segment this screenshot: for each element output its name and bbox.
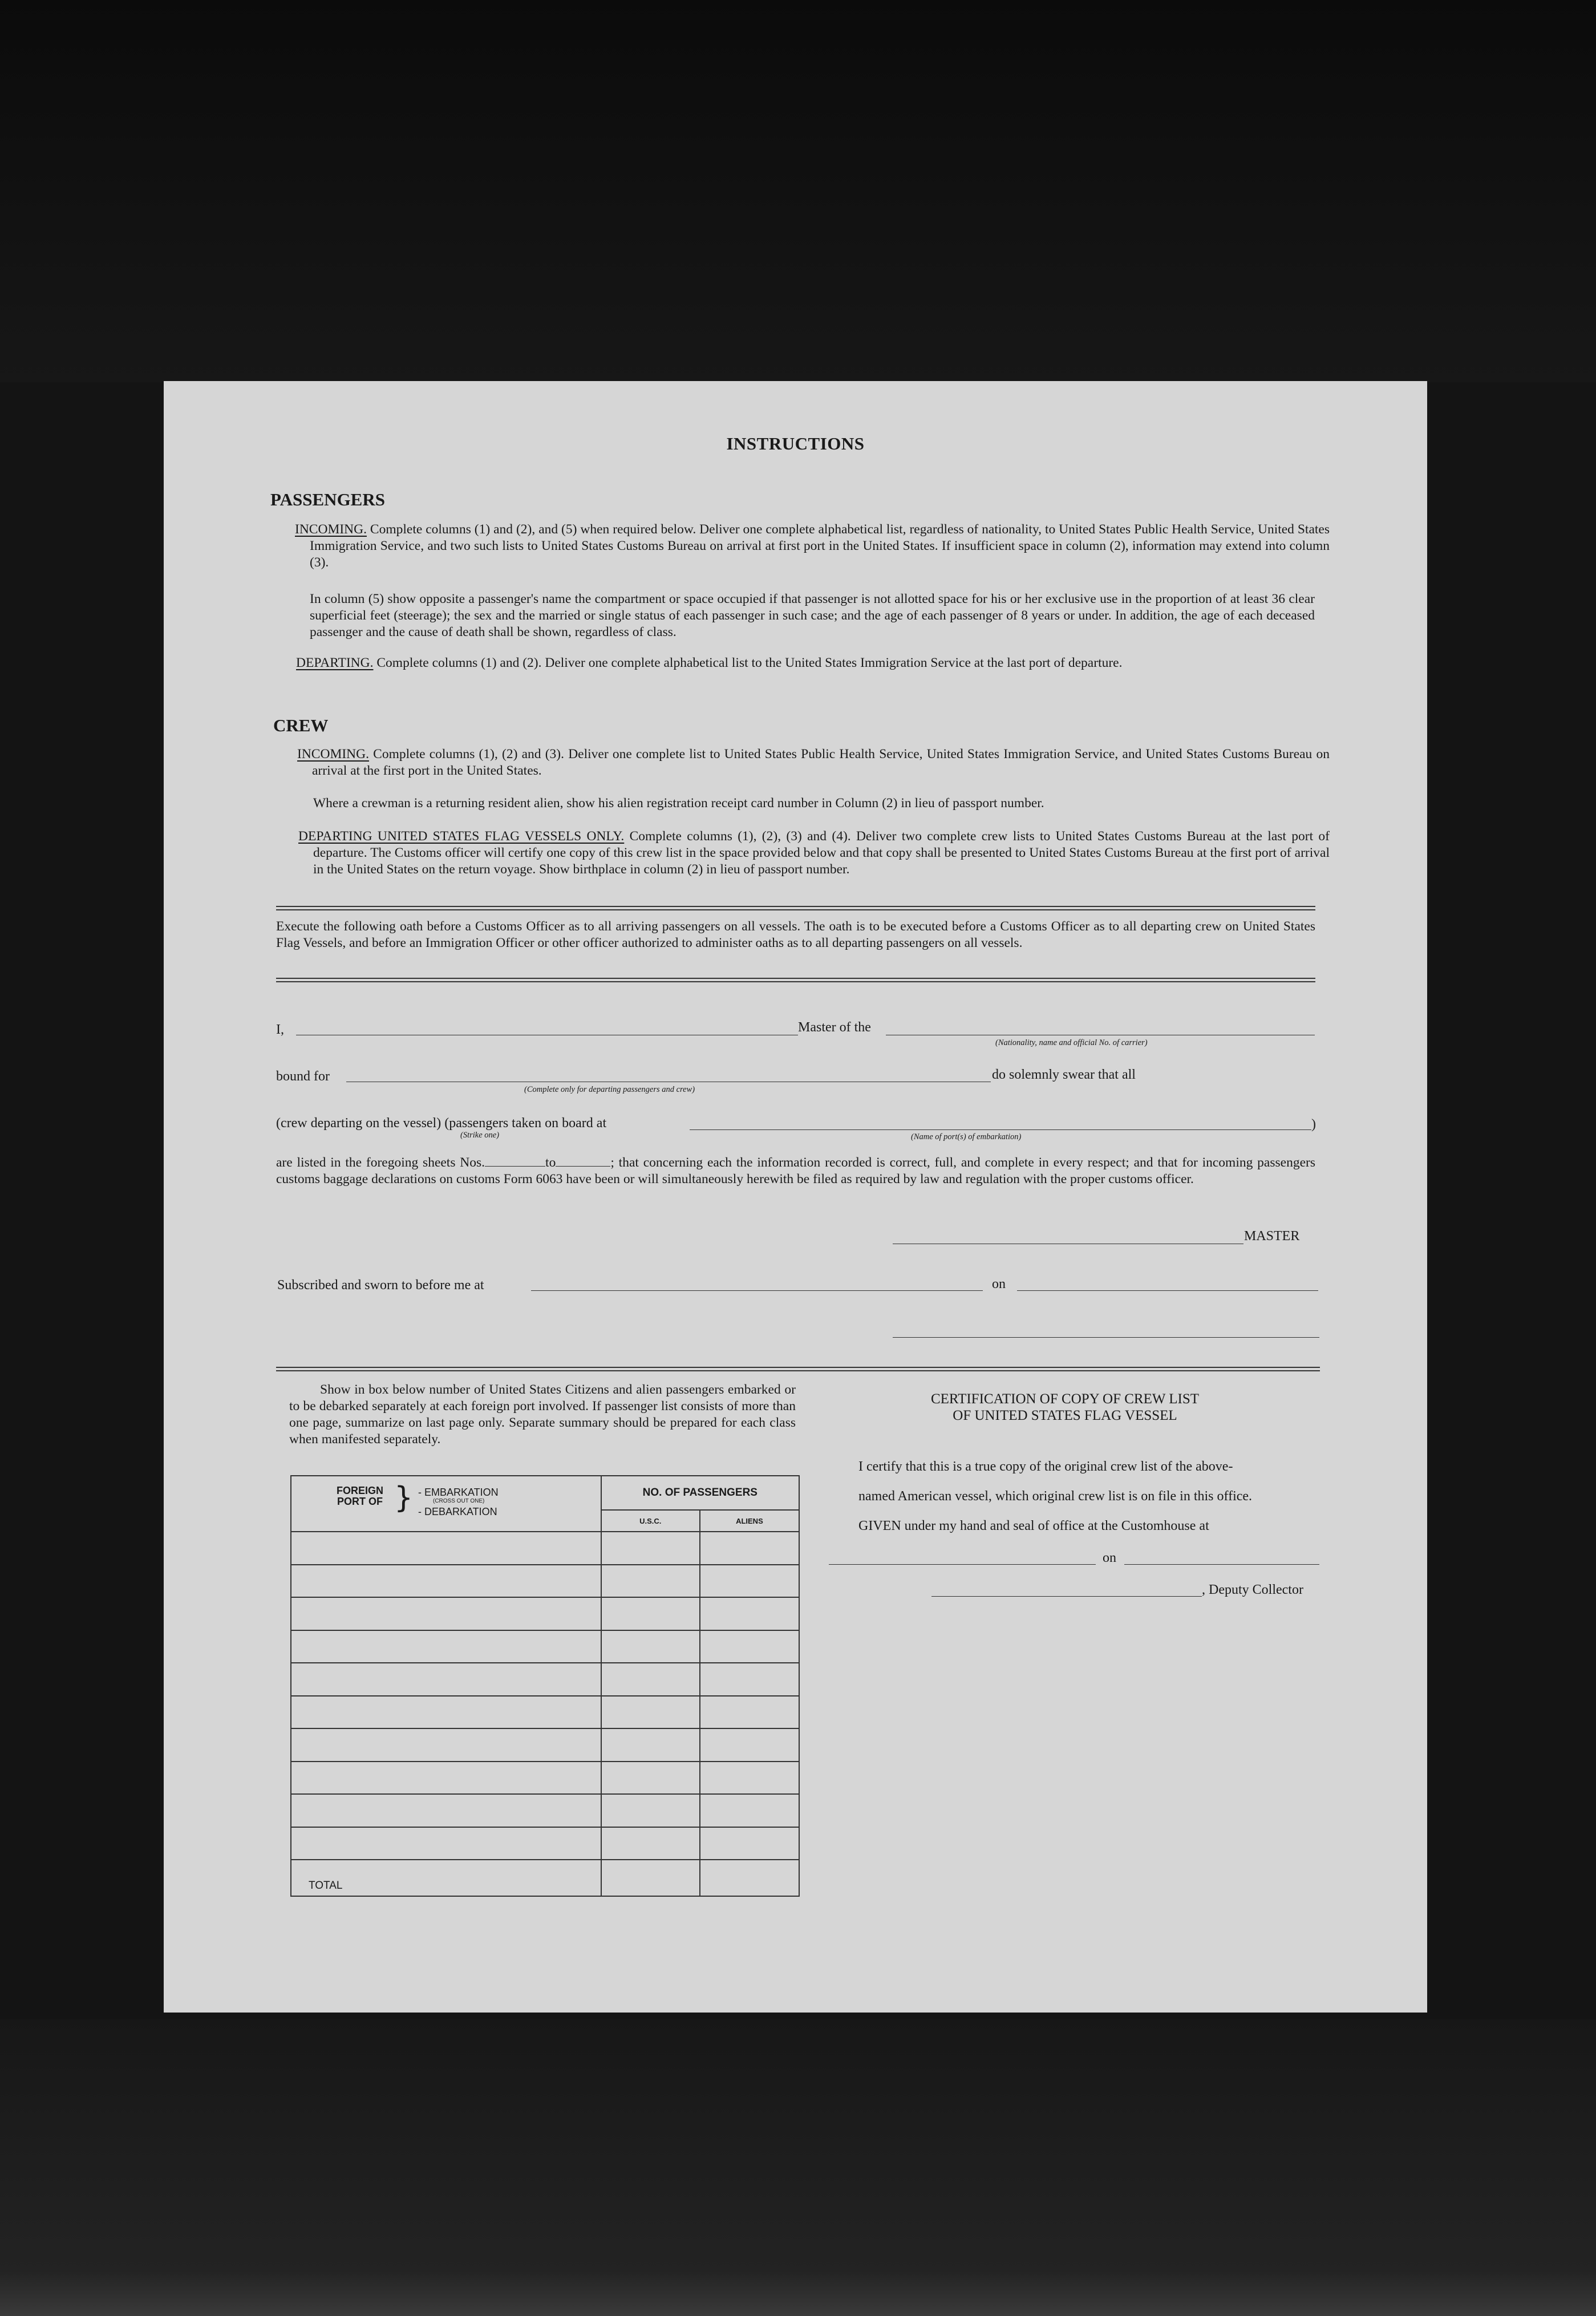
usc-cell[interactable]	[601, 1762, 700, 1795]
usc-cell[interactable]	[601, 1532, 700, 1565]
total-row	[291, 1860, 799, 1896]
passengers-column5-para: In column (5) show opposite a passenger's name the compartment or space occupied if that passenger is not allotted space for his or her exclusive use in the proportion of at least 36 clear superficial feet (steerage); the sex and the married or single status of each passenger in such case; and the age of each passenger of 8 years or under. In addition, the age of each deceased passenger and the cause of death shall be shown, regardless of class.	[310, 592, 1315, 639]
passengers-heading: PASSENGERS	[270, 489, 385, 509]
passengers-incoming-para	[295, 521, 1330, 571]
crew-departing-label: DEPARTING UNITED STATES FLAG VESSELS ONLY.	[298, 829, 625, 844]
crew-incoming-label: INCOMING.	[297, 747, 369, 762]
oath-intro-para: Execute the following oath before a Customs Officer as to all arriving passengers on all vessels. The oath is to be executed before a Customs Officer as to all departing crew on United States Flag Vessels, and before an Immigration Officer or other officer authorized to administer oaths as to all departing passengers on all vessels.	[276, 919, 1315, 950]
ports-caption: (Name of port(s) of embarkation)	[911, 1132, 1022, 1141]
table-row	[291, 1728, 799, 1762]
crew-incoming-text: Complete columns (1), (2) and (3). Deliver one complete list to United States Public Health Service, United States Immigration Service, and United States Customs Bureau on arrival at the first port in the United States.	[312, 747, 1330, 778]
film-bottom-margin	[0, 2019, 1596, 2316]
sheet-from-line[interactable]	[485, 1166, 545, 1167]
port-cell[interactable]	[291, 1827, 601, 1860]
crew-alien-para: Where a crewman is a returning resident alien, show his alien registration receipt card number in Column (2) in lieu of passport number.	[313, 796, 1044, 811]
passengers-incoming-text: Complete columns (1) and (2), and (5) when required below. Deliver one complete alphabetical list, regardless of nationality, to United States Public Health Service, United States Immigration Service, and two such lists to United States Customs Bureau on arrival at first port in the United States. If insufficient space in column (2), information may extend into column (3).	[310, 522, 1330, 570]
crew-departing-text: Complete columns (1), (2), (3) and (4). Deliver two complete crew lists to United States Customs Bureau at the last port of departure. The Customs officer will certify one copy of this crew list in the space provided below and that copy shall be presented to United States Customs Bureau at the first port of arrival in the United States on the return voyage. Show birthplace in column (2) in lieu of passport number.	[313, 829, 1330, 877]
oath-to-text: to	[545, 1155, 556, 1170]
oath-crew-passengers-text: (crew departing on the vessel) (passengers taken on board at	[276, 1116, 607, 1131]
certification-title-line2: OF UNITED STATES FLAG VESSEL	[953, 1408, 1177, 1423]
aliens-cell[interactable]	[700, 1532, 799, 1565]
port-cell[interactable]	[291, 1630, 601, 1663]
table-row	[291, 1630, 799, 1663]
oath-listed-start: are listed in the foregoing sheets Nos.	[276, 1155, 485, 1170]
embarkation-label: - EMBARKATION	[418, 1487, 499, 1498]
port-cell[interactable]	[291, 1762, 601, 1795]
port-cell[interactable]	[291, 1696, 601, 1729]
section-rule-2	[276, 1370, 1320, 1371]
passengers-departing-label: DEPARTING.	[296, 655, 374, 670]
debarkation-label: - DEBARKATION	[418, 1506, 497, 1517]
table-row	[291, 1827, 799, 1860]
nationality-caption: (Nationality, name and official No. of carrier)	[995, 1038, 1148, 1047]
oath-master-of-label: Master of the	[798, 1020, 871, 1035]
port-cell[interactable]	[291, 1794, 601, 1827]
table-row	[291, 1762, 799, 1795]
deputy-signature-line[interactable]	[931, 1596, 1202, 1597]
aliens-cell[interactable]	[700, 1630, 799, 1663]
port-cell[interactable]	[291, 1663, 601, 1696]
sworn-place-line[interactable]	[531, 1290, 983, 1291]
aliens-cell[interactable]	[700, 1827, 799, 1860]
crew-heading: CREW	[273, 715, 329, 735]
aliens-cell[interactable]	[700, 1762, 799, 1795]
usc-cell[interactable]	[601, 1696, 700, 1729]
passengers-incoming-label: INCOMING.	[295, 522, 367, 537]
foreign-port-label: FOREIGN PORT OF	[336, 1485, 383, 1507]
aliens-cell[interactable]	[700, 1794, 799, 1827]
cross-out-label: (CROSS OUT ONE)	[433, 1498, 485, 1504]
certify-line2: named American vessel, which original crew list is on file in this office.	[858, 1489, 1253, 1504]
sworn-date-line[interactable]	[1017, 1290, 1318, 1291]
port-cell[interactable]	[291, 1565, 601, 1598]
total-aliens-cell[interactable]	[700, 1860, 799, 1896]
usc-cell[interactable]	[601, 1827, 700, 1860]
oath-rule-bottom-1	[276, 978, 1315, 979]
crew-incoming-para	[297, 746, 1330, 779]
aliens-cell[interactable]	[700, 1728, 799, 1762]
no-passengers-header: NO. OF PASSENGERS	[601, 1476, 799, 1510]
officer-signature-line[interactable]	[893, 1337, 1319, 1338]
aliens-cell[interactable]	[700, 1597, 799, 1630]
port-cell[interactable]	[291, 1532, 601, 1565]
aliens-header: ALIENS	[700, 1510, 799, 1532]
deputy-collector-label: , Deputy Collector	[1202, 1582, 1303, 1597]
departing-caption: (Complete only for departing passengers and crew)	[524, 1085, 695, 1094]
passenger-summary-table	[290, 1475, 800, 1897]
strike-one-caption: (Strike one)	[460, 1131, 500, 1140]
certify-line1: I certify that this is a true copy of the original crew list of the above-	[858, 1459, 1233, 1474]
total-usc-cell[interactable]	[601, 1860, 700, 1896]
customhouse-line[interactable]	[829, 1564, 1096, 1565]
usc-cell[interactable]	[601, 1565, 700, 1598]
usc-cell[interactable]	[601, 1794, 700, 1827]
certification-date-line[interactable]	[1124, 1564, 1319, 1565]
port-cell[interactable]	[291, 1728, 601, 1762]
certification-on-label: on	[1103, 1550, 1116, 1565]
usc-header: U.S.C.	[601, 1510, 700, 1532]
aliens-cell[interactable]	[700, 1565, 799, 1598]
oath-rule-top-2	[276, 909, 1315, 910]
table-row	[291, 1565, 799, 1598]
table-row	[291, 1794, 799, 1827]
subscribed-on-label: on	[992, 1277, 1006, 1291]
table-row	[291, 1532, 799, 1565]
oath-close-paren: )	[1311, 1117, 1316, 1132]
ports-line[interactable]	[690, 1129, 1311, 1130]
usc-cell[interactable]	[601, 1597, 700, 1630]
oath-rule-top-1	[276, 906, 1315, 907]
passengers-departing-para	[296, 655, 1330, 671]
oath-listed-rest: ; that concerning each the information recorded is correct, full, and complete in every respect; and that for incoming passengers customs baggage declarations on customs Form 6063 have been or will simultaneously herewith be filed as required by law and regulation with the proper customs officer.	[276, 1155, 1315, 1187]
foreign-port-header	[291, 1476, 601, 1532]
table-row	[291, 1597, 799, 1630]
total-label: TOTAL	[291, 1860, 601, 1896]
table-row	[291, 1696, 799, 1729]
sheet-to-line[interactable]	[556, 1166, 610, 1167]
oath-i-label: I,	[276, 1022, 284, 1037]
oath-listed-para	[276, 1155, 1315, 1188]
usc-cell[interactable]	[601, 1663, 700, 1696]
certification-title	[837, 1391, 1293, 1424]
aliens-cell[interactable]	[700, 1663, 799, 1696]
master-signature-label: MASTER	[1244, 1229, 1300, 1244]
oath-swear-text: do solemnly swear that all	[992, 1067, 1136, 1082]
port-cell[interactable]	[291, 1597, 601, 1630]
section-rule-1	[276, 1367, 1320, 1368]
given-under-hand: GIVEN under my hand and seal of office at the Customhouse at	[858, 1519, 1209, 1533]
table-row	[291, 1663, 799, 1696]
certification-title-line1: CERTIFICATION OF COPY OF CREW LIST	[930, 1391, 1200, 1407]
crew-departing-para	[298, 828, 1330, 878]
page-title: INSTRUCTIONS	[726, 434, 865, 454]
passengers-departing-text: Complete columns (1) and (2). Deliver one complete alphabetical list to the United States Immigration Service at the last port of departure.	[373, 655, 1123, 670]
oath-rule-bottom-2	[276, 981, 1315, 982]
usc-cell[interactable]	[601, 1728, 700, 1762]
form-page	[164, 381, 1427, 2013]
film-top-margin	[0, 0, 1596, 382]
aliens-cell[interactable]	[700, 1696, 799, 1729]
subscribed-label: Subscribed and sworn to before me at	[277, 1278, 484, 1293]
oath-bound-for-label: bound for	[276, 1069, 330, 1084]
brace-icon: }	[394, 1481, 414, 1515]
summary-instructions: Show in box below number of United States Citizens and alien passengers embarked or to be debarked separately at each foreign port involved. If passenger list consists of more than one page, summarize on last page only. Separate summary should be prepared for each class when manifested separately.	[289, 1382, 796, 1447]
usc-cell[interactable]	[601, 1630, 700, 1663]
